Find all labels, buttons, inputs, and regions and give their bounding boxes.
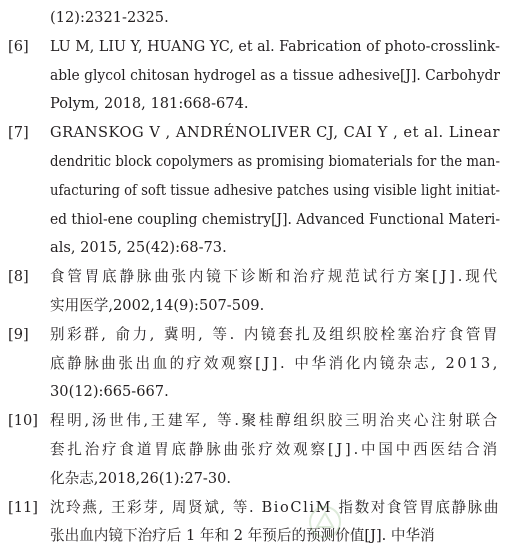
reference-line: 实用医学,2002,14(9):507-509.	[50, 297, 265, 314]
reference-line: 沈玲燕, 王彩芽, 周贤斌, 等. BioCliM 指数对食管胃底静脉曲	[50, 498, 500, 516]
reference-line: (12):2321-2325.	[50, 9, 169, 26]
reference-line: ed thiol-ene coupling chemistry[J]. Advanced Functional Materi-	[50, 210, 500, 228]
reference-line: Polym, 2018, 181:668-674.	[50, 95, 249, 113]
reference-line: 食管胃底静脉曲张内镜下诊断和治疗规范试行方案[J].现代	[50, 268, 500, 286]
reference-line: ufacturing of soft tissue adhesive patches using visible light initiat-	[50, 181, 501, 199]
reference-line: GRANSKOG V , ANDRÉNOLIVER CJ, CAI Y , et al. Linear	[50, 124, 500, 142]
reference-line: LU M, LIU Y, HUANG YC, et al. Fabrication of photo-crosslink-	[50, 37, 500, 55]
reference-line: 套扎治疗食道胃底静脉曲张疗效观察[J].中国中西医结合消	[50, 441, 500, 458]
reference-number: [7]	[8, 124, 29, 142]
reference-line: 别彩群, 俞力, 冀明, 等. 内镜套扎及组织胶栓塞治疗食管胃	[50, 325, 500, 343]
reference-line: 底静脉曲张出血的疗效观察[J]. 中华消化内镜杂志, 2013,	[50, 354, 501, 372]
reference-line: 化杂志,2018,26(1):27-30.	[50, 469, 232, 487]
reference-number: [10]	[8, 412, 38, 430]
reference-line: 30(12):665-667.	[50, 383, 169, 401]
reference-line: able glycol chitosan hydrogel as a tissue adhesive[J]. Carbohydr	[50, 66, 500, 84]
reference-line: 张出血内镜下治疗后 1 年和 2 年预后的预测价值[J]. 中华消	[50, 527, 435, 545]
watermark-logo	[308, 505, 342, 539]
reference-line: als, 2015, 25(42):68-73.	[50, 239, 227, 257]
reference-line: dendritic block copolymers as promising biomaterials for the man-	[50, 153, 500, 170]
reference-number: [9]	[8, 325, 29, 343]
reference-number: [6]	[8, 37, 29, 55]
reference-number: [11]	[8, 498, 38, 516]
reference-line: 程明,汤世伟,王建军, 等.聚桂醇组织胶三明治夹心注射联合	[50, 412, 501, 430]
reference-number: [8]	[8, 268, 29, 286]
